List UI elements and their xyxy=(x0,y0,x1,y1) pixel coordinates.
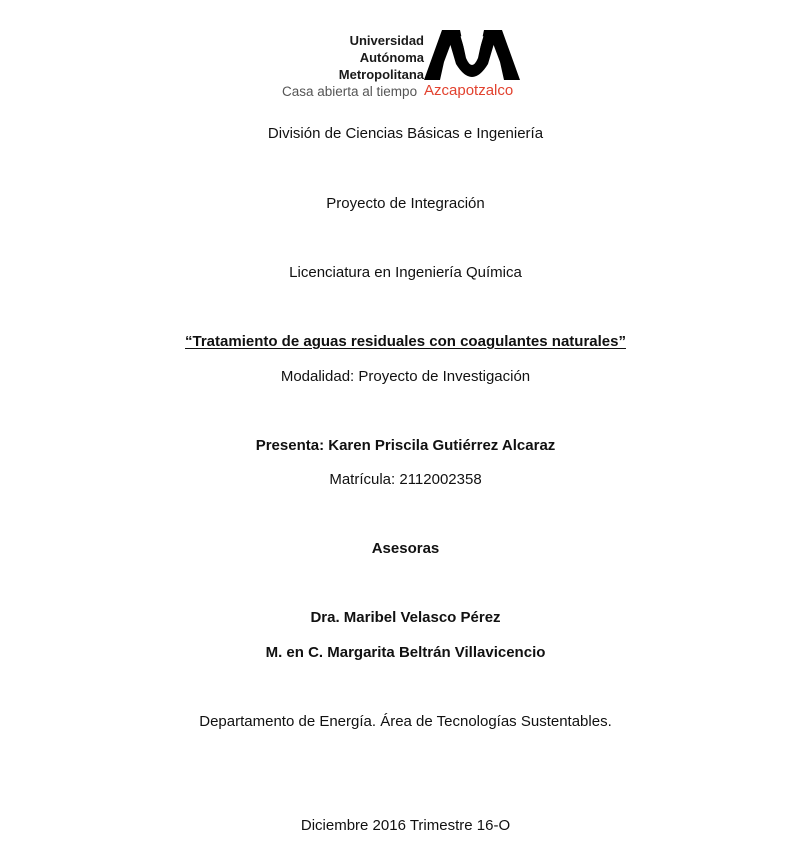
advisor-name: M. en C. Margarita Beltrán Villavicencio xyxy=(265,644,546,661)
project-type: Proyecto de Integración xyxy=(326,195,485,212)
logo-university-name xyxy=(339,32,424,83)
logo-name-line: Metropolitana xyxy=(338,67,424,82)
advisors-heading: Asesoras xyxy=(371,540,440,557)
degree: Licenciatura en Ingeniería Química xyxy=(289,264,522,281)
document-title: “Tratamiento de aguas residuales con coagulantes naturales” xyxy=(185,333,626,350)
date: Diciembre 2016 Trimestre 16-O xyxy=(300,817,511,834)
modality: Modalidad: Proyecto de Investigación xyxy=(280,368,531,385)
advisor-name: Dra. Maribel Velasco Pérez xyxy=(310,609,501,626)
student-id: Matrícula: 2112002358 xyxy=(329,471,482,488)
presenter: Presenta: Karen Priscila Gutiérrez Alcaraz xyxy=(255,437,556,454)
university-logo xyxy=(282,24,532,104)
uam-logo-mark-icon xyxy=(422,28,522,82)
logo-name-line: Autónoma xyxy=(359,50,424,65)
department: Departamento de Energía. Área de Tecnologías Sustentables. xyxy=(199,713,612,730)
division: División de Ciencias Básicas e Ingeniería xyxy=(267,125,544,142)
logo-campus: Azcapotzalco xyxy=(424,82,514,99)
logo-name-line: Universidad xyxy=(349,33,424,48)
logo-motto: Casa abierta al tiempo xyxy=(282,84,418,99)
